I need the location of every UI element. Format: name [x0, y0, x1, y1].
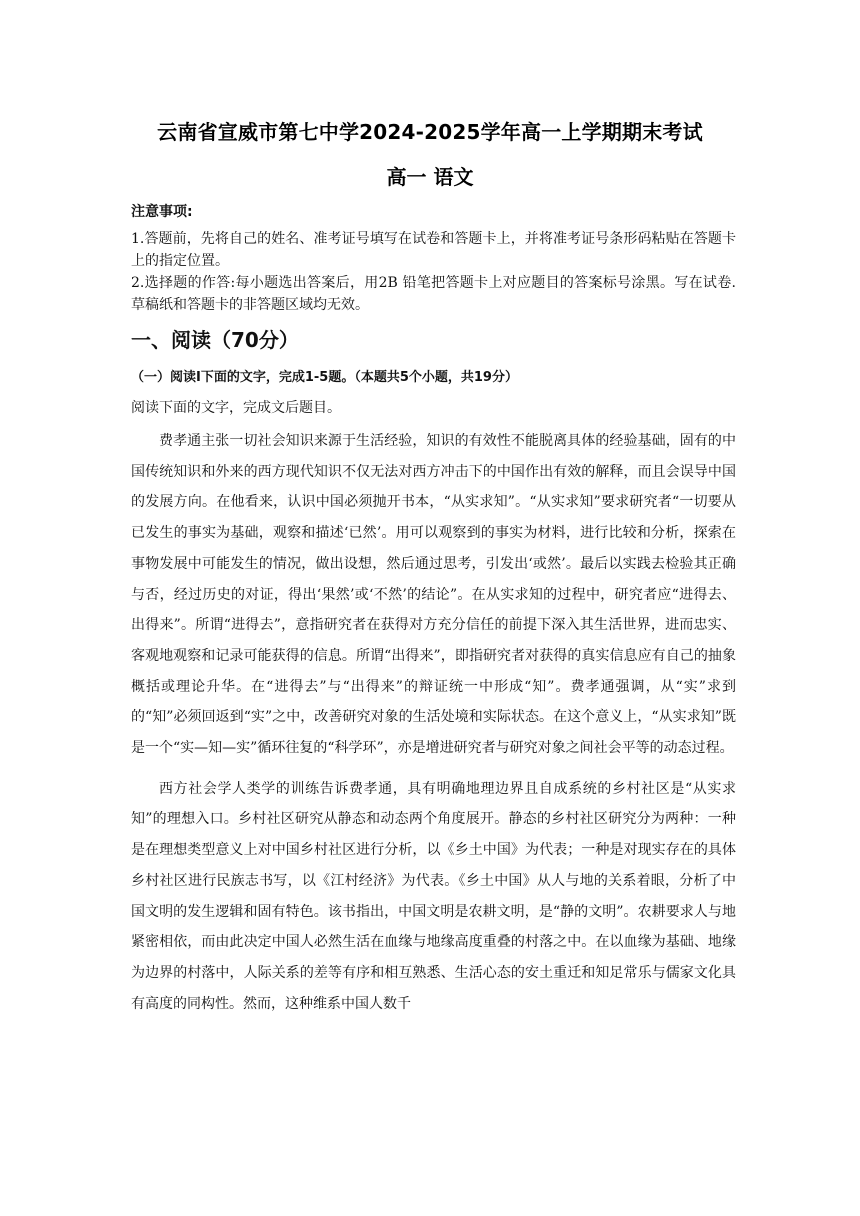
- subsection-heading: （一）阅读Ⅰ下面的文字，完成1-5题。（本题共5个小题，共19分）: [131, 370, 518, 385]
- notice-block: [131, 202, 736, 316]
- passage-paragraph: 费孝通主张一切社会知识来源于生活经验，知识的有效性不能脱离具体的经验基础，固有的中国传统知识和外来的西方现代知识不仅无法对西方冲击下的中国作出有效的解释，而且会误导中国的发展方向。在他看来，认识中国必须抛开书本，“从实求知”。“从实求知”要求研究者“一切要从已发生的事实为基础，观察和描述‘已然’。用可以观察到的事实为材料，进行比较和分析，探索在事物发展中可能发生的情况，做出设想，然后通过思考，引发出‘或然’。最后以实践去检验其正确与否，经过历史的对证，得出‘果然’或‘不然’的结论”。在从实求知的过程中，研究者应“进得去、出得来”。所谓“进得去”，意指研究者在获得对方充分信任的前提下深入其生活世界，进而忠实、客观地观察和记录可能获得的信息。所谓“出得来”，即指研究者对获得的真实信息应有自己的抽象概括或理论升华。在“进得去”与“出得来”的辩证统一中形成“知”。费孝通强调，从“实”求到的“知”必须回返到“实”之中，改善研究对象的生活处境和实际状态。在这个意义上，“从实求知”既是一个“实—知—实”循环往复的“科学环”，亦是增进研究者与研究对象之间社会平等的动态过程。: [131, 433, 736, 757]
- notice-item: 1.答题前，先将自己的姓名、准考证号填写在试卷和答题卡上，并将准考证号条形码粘贴在答题卡上的指定位置。: [131, 231, 736, 269]
- passage-paragraph: 西方社会学人类学的训练告诉费孝通，具有明确地理边界且自成系统的乡村社区是“从实求知”的理想入口。乡村社区研究从静态和动态两个角度展开。静态的乡村社区研究分为两种：一种是在理想类型意义上对中国乡村社区进行分析，以《乡土中国》为代表；一种是对现实存在的具体乡村社区进行民族志书写，以《江村经济》为代表。《乡土中国》从人与地的关系着眼，分析了中国文明的发生逻辑和固有特色。该书指出，中国文明是农耕文明，是“静的文明”。农耕要求人与地紧密相依，而由此决定中国人必然生活在血缘与地缘高度重叠的村落之中。在以血缘为基础、地缘为边界的村落中，人际关系的差等有序和相互熟悉、生活心态的安土重迁和知足常乐与儒家文化具有高度的同构性。然而，这种维系中国人数千: [131, 780, 736, 1012]
- exam-content: [131, 202, 736, 1029]
- exam-title: 云南省宣威市第七中学2024-2025学年高一上学期期末考试: [157, 120, 703, 144]
- reading-instruction: 阅读下面的文字，完成文后题目。: [131, 400, 341, 416]
- section-heading: 一、阅读（70分）: [131, 328, 299, 352]
- notice-item: 2.选择题的作答:每小题选出答案后，用2B 铅笔把答题卡上对应题目的答案标号涂黑。写在试卷.草稿纸和答题卡的非答题区域均无效。: [131, 275, 736, 313]
- notice-heading: 注意事项:: [131, 204, 193, 220]
- exam-subtitle: 高一 语文: [386, 165, 474, 189]
